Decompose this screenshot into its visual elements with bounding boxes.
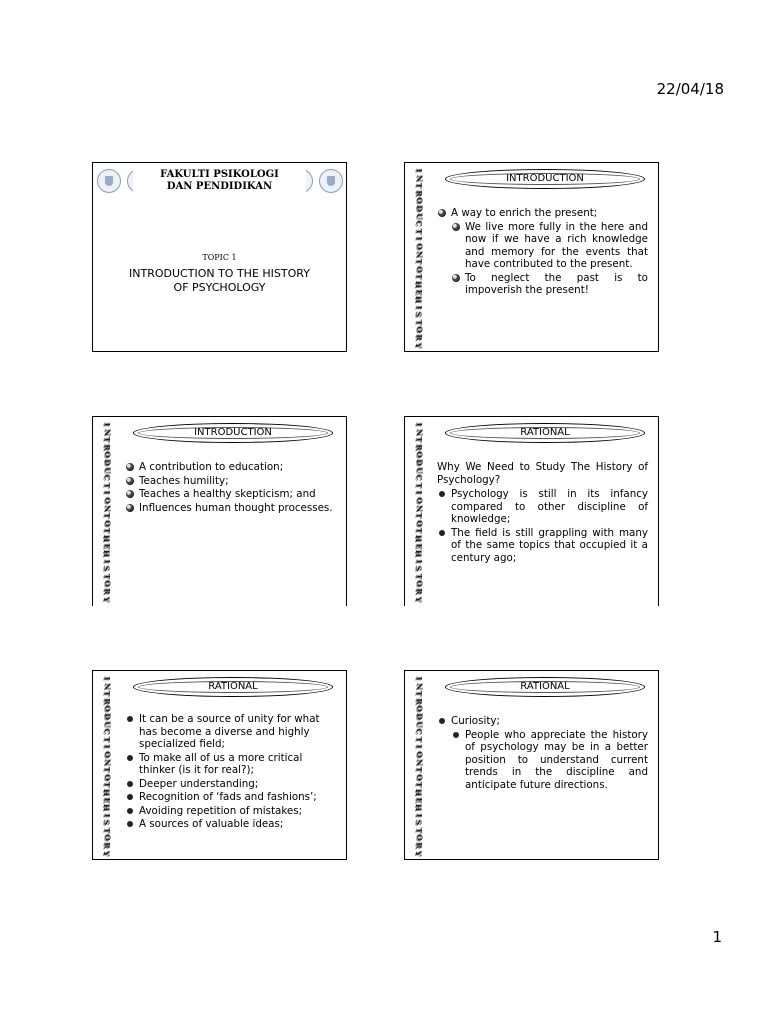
strip-letter: C (414, 474, 424, 481)
slide-heading: RATIONAL (445, 423, 645, 443)
strip-letter: O (102, 451, 112, 459)
strip-letter: C (414, 220, 424, 227)
list-item: Teaches humility; (125, 475, 336, 488)
strip-letter: I (414, 745, 424, 749)
strip-letter: O (102, 705, 112, 713)
strip-letter: O (414, 197, 424, 205)
strip-letter: T (414, 782, 424, 788)
strip-letter: H (414, 550, 424, 558)
strip-letter: U (102, 466, 112, 474)
strip-letter: I (414, 422, 424, 427)
strip-letter: C (414, 728, 424, 735)
strip-letter: E (414, 543, 424, 549)
strip-letter: D (414, 459, 424, 466)
vertical-title-strip (408, 675, 430, 857)
list-item: Recognition of ‘fads and fashions’; (125, 791, 336, 804)
slide-content (437, 461, 648, 565)
strip-letter: T (102, 436, 112, 443)
list-item: Avoiding repetition of mistakes; (125, 805, 336, 818)
list-item: A contribution to education; (125, 461, 336, 474)
strip-letter: E (414, 289, 424, 295)
vertical-title-strip (408, 167, 430, 349)
strip-letter: R (414, 842, 424, 849)
slide-main-title: INTRODUCTION TO THE HISTORY OF PSYCHOLOGY (129, 267, 310, 294)
strip-letter: O (414, 751, 424, 758)
strip-letter: H (102, 534, 112, 542)
page-date: 22/04/18 (656, 80, 724, 98)
strip-letter: I (102, 559, 112, 563)
strip-letter: N (414, 504, 424, 512)
strip-letter: N (102, 758, 112, 766)
strip-letter: T (414, 319, 424, 326)
strip-letter: T (414, 827, 424, 834)
slide-introduction-2 (92, 416, 347, 606)
strip-letter: U (414, 720, 424, 728)
strip-letter: H (102, 550, 112, 558)
strip-letter: O (102, 751, 112, 758)
strip-letter: T (102, 573, 112, 580)
strip-letter: Y (102, 850, 112, 856)
strip-letter: I (414, 676, 424, 681)
strip-letter: D (102, 713, 112, 720)
strip-letter: O (414, 243, 424, 250)
strip-letter: R (414, 190, 424, 197)
strip-letter: H (102, 804, 112, 812)
strip-letter: T (414, 736, 424, 743)
strip-letter: O (414, 834, 424, 842)
strip-letter: O (414, 705, 424, 713)
strip-letter: T (414, 482, 424, 489)
strip-letter: T (102, 690, 112, 697)
strip-letter: N (414, 682, 424, 690)
strip-letter: H (414, 534, 424, 542)
strip-letter: D (414, 205, 424, 212)
strip-letter: T (414, 436, 424, 443)
strip-letter: H (102, 788, 112, 796)
slide-heading: RATIONAL (445, 677, 645, 697)
strip-letter: Y (414, 596, 424, 602)
strip-letter: Y (414, 342, 424, 348)
strip-letter: T (414, 528, 424, 534)
slide-introduction-1 (404, 162, 659, 352)
slide-content (125, 461, 336, 515)
strip-letter: I (414, 305, 424, 309)
strip-letter: T (414, 274, 424, 280)
strip-letter: N (102, 504, 112, 512)
strip-letter: Y (414, 850, 424, 856)
strip-letter: T (102, 782, 112, 788)
strip-letter: I (414, 491, 424, 495)
strip-letter: E (102, 543, 112, 549)
strip-letter: O (414, 497, 424, 504)
slide-rational-1 (404, 416, 659, 606)
strip-letter: S (414, 312, 424, 318)
strip-letter: R (102, 588, 112, 595)
strip-letter: U (102, 720, 112, 728)
strip-letter: H (414, 804, 424, 812)
list-item: To make all of us a more critical thinker (is it for real?); (125, 752, 336, 777)
crest-icon (97, 169, 121, 193)
strip-letter: I (414, 559, 424, 563)
page-number: 1 (712, 928, 722, 946)
list-item: A way to enrich the present; (437, 207, 648, 220)
strip-letter: R (414, 588, 424, 595)
strip-letter: C (102, 728, 112, 735)
slide-rational-2 (92, 670, 347, 860)
slide-heading: INTRODUCTION (133, 423, 333, 443)
strip-letter: I (414, 237, 424, 241)
strip-letter: O (102, 519, 112, 527)
faculty-name: FAKULTI PSIKOLOGI DAN PENDIDIKAN (133, 169, 306, 193)
strip-letter: T (414, 182, 424, 189)
strip-letter: I (102, 745, 112, 749)
list-item: Deeper understanding; (125, 778, 336, 791)
strip-letter: T (414, 228, 424, 235)
strip-letter: T (102, 827, 112, 834)
strip-letter: N (414, 758, 424, 766)
strip-letter: R (102, 444, 112, 451)
slide-intro-text: Why We Need to Study The History of Psychology? (437, 461, 648, 486)
slide-title (92, 162, 347, 352)
strip-letter: D (414, 713, 424, 720)
strip-letter: I (102, 676, 112, 681)
list-item: A sources of valuable ideas; (125, 818, 336, 831)
strip-letter: O (102, 773, 112, 781)
strip-letter: T (102, 512, 112, 519)
strip-letter: T (102, 482, 112, 489)
strip-letter: C (102, 474, 112, 481)
strip-letter: T (102, 528, 112, 534)
vertical-title-strip (408, 421, 430, 603)
strip-letter: O (102, 834, 112, 842)
strip-letter: S (414, 820, 424, 826)
strip-letter: T (414, 766, 424, 773)
strip-letter: R (102, 698, 112, 705)
strip-letter: N (102, 428, 112, 436)
strip-letter: I (102, 491, 112, 495)
strip-letter: I (102, 422, 112, 427)
strip-letter: H (414, 788, 424, 796)
strip-letter: O (414, 773, 424, 781)
strip-letter: H (414, 280, 424, 288)
strip-letter: I (414, 168, 424, 173)
strip-letter: D (102, 459, 112, 466)
slide-heading: INTRODUCTION (445, 169, 645, 189)
strip-letter: N (102, 682, 112, 690)
strip-letter: Y (102, 596, 112, 602)
strip-letter: U (414, 466, 424, 474)
slide-content (437, 715, 648, 792)
strip-letter: S (414, 566, 424, 572)
strip-letter: O (414, 265, 424, 273)
strip-letter: T (102, 766, 112, 773)
strip-letter: O (414, 451, 424, 459)
list-item: People who appreciate the history of psychology may be in a better position to understand current trends in the discipline and anticipate future directions. (451, 729, 648, 792)
slide-heading: RATIONAL (133, 677, 333, 697)
list-item: We live more fully in the here and now if we have a rich knowledge and memory for the events that have contributed to the present. (451, 221, 648, 271)
vertical-title-strip (96, 675, 118, 857)
slide-content (125, 713, 336, 832)
strip-letter: O (414, 580, 424, 588)
strip-letter: T (102, 736, 112, 743)
slide-content (437, 207, 648, 298)
crest-icon (319, 169, 343, 193)
strip-letter: U (414, 212, 424, 220)
list-item: Curiosity; (437, 715, 648, 728)
list-item: Influences human thought processes. (125, 502, 336, 515)
strip-letter: T (414, 690, 424, 697)
strip-letter: R (414, 334, 424, 341)
strip-letter: S (102, 566, 112, 572)
strip-letter: E (102, 797, 112, 803)
strip-letter: R (414, 698, 424, 705)
strip-letter: O (414, 326, 424, 334)
strip-letter: H (414, 296, 424, 304)
strip-letter: O (102, 580, 112, 588)
strip-letter: N (414, 250, 424, 258)
topic-label: TOPIC 1 (202, 253, 237, 262)
strip-letter: E (414, 797, 424, 803)
strip-letter: O (414, 519, 424, 527)
vertical-title-strip (96, 421, 118, 603)
strip-letter: T (414, 573, 424, 580)
list-item: The field is still grappling with many of the same topics that occupied it a century ago; (437, 527, 648, 565)
strip-letter: I (102, 813, 112, 817)
strip-letter: T (414, 258, 424, 265)
strip-letter: T (414, 512, 424, 519)
strip-letter: N (414, 428, 424, 436)
strip-letter: I (414, 813, 424, 817)
list-item: To neglect the past is to impoverish the present! (451, 272, 648, 297)
strip-letter: O (102, 497, 112, 504)
list-item: It can be a source of unity for what has become a diverse and highly specialized field; (125, 713, 336, 751)
strip-letter: R (102, 842, 112, 849)
strip-letter: N (414, 174, 424, 182)
list-item: Teaches a healthy skepticism; and (125, 488, 336, 501)
list-item: Psychology is still in its infancy compared to other discipline of knowledge; (437, 488, 648, 526)
strip-letter: R (414, 444, 424, 451)
strip-letter: S (102, 820, 112, 826)
slide-rational-3 (404, 670, 659, 860)
